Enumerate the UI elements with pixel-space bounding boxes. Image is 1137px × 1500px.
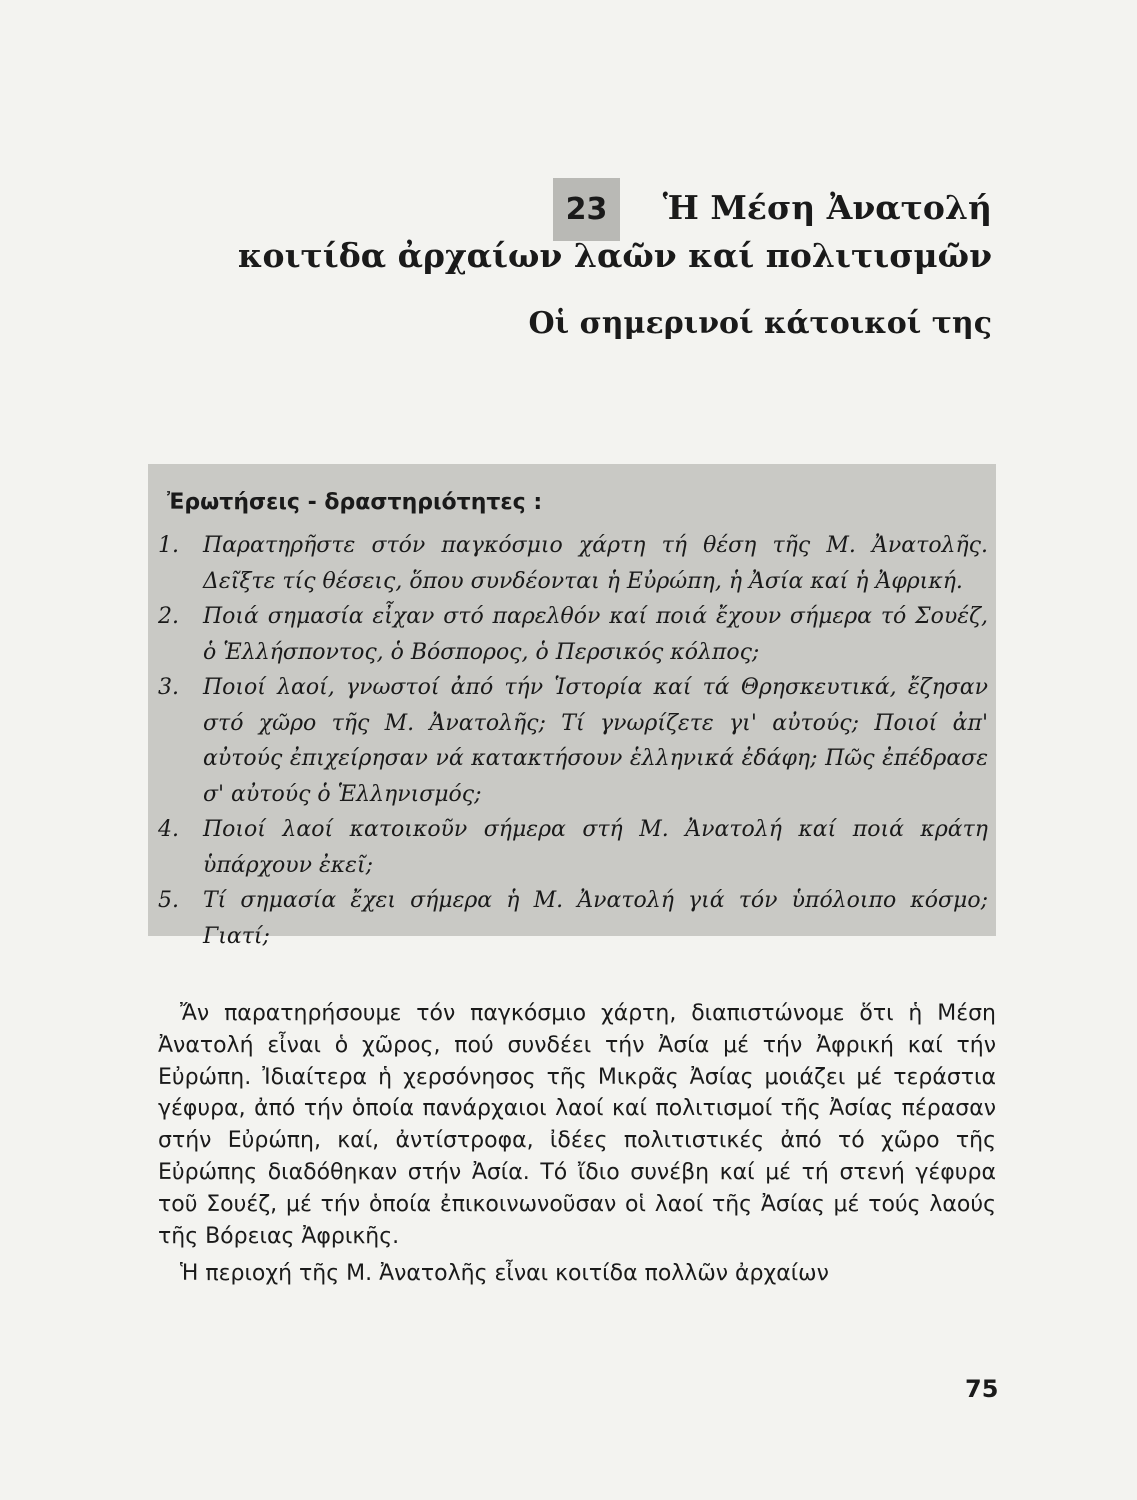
question-number: 1.: [158, 533, 179, 558]
chapter-number-badge: 23: [553, 178, 620, 241]
question-item-5: [158, 883, 988, 954]
questions-heading: Ἐρωτήσεις - δραστηριότητες :: [167, 490, 543, 515]
question-item-4: [158, 812, 988, 883]
question-number: 2.: [158, 604, 179, 629]
question-item-3: [158, 670, 988, 812]
chapter-title-line-2: κοιτίδα ἀρχαίων λαῶν καί πολιτισμῶν: [237, 236, 992, 275]
questions-list: [158, 528, 988, 954]
question-text: Τί σημασία ἔχει σήμερα ἡ Μ. Ἀνατολή γιά τόν ὑπόλοιπο κόσμο; Γιατί;: [203, 888, 988, 949]
question-text: Ποιά σημασία εἶχαν στό παρελθόν καί ποιά ἔχουν σήμερα τό Σουέζ, ὁ Ἑλλήσποντος, ὁ Βόσπορος, ὁ Περσικός κόλπος;: [203, 604, 988, 665]
question-number: 3.: [158, 675, 179, 700]
chapter-title-line-1: Ἡ Μέση Ἀνατολή: [662, 188, 992, 227]
question-item-1: [158, 528, 988, 599]
body-paragraph-1: Ἄν παρατηρήσουμε τόν παγκόσμιο χάρτη, διαπιστώνομε ὅτι ἡ Μέση Ἀνατολή εἶναι ὁ χῶρος, πού συνδέει τήν Ἀσία μέ τήν Ἀφρική καί τήν Εὐρώπη. Ἰδιαίτερα ἡ χερσόνησος τῆς Μικρᾶς Ἀσίας μοιάζει μέ τεράστια γέφυρα, ἀπό τήν ὁποία πανάρχαιοι λαοί καί πολιτισμοί τῆς Ἀσίας πέρασαν στήν Εὐρώπη, καί, ἀντίστροφα, ἰδέες πολιτιστικές ἀπό τό χῶρο τῆς Εὐρώπης διαδόθηκαν στήν Ἀσία. Τό ἴδιο συνέβη καί μέ τή στενή γέφυρα τοῦ Σουέζ, μέ τήν ὁποία ἐπικοινωνοῦσαν οἱ λαοί τῆς Ἀσίας μέ τούς λαούς τῆς Βόρειας Ἀφρικῆς.: [158, 1001, 996, 1249]
question-text: Ποιοί λαοί, γνωστοί ἀπό τήν Ἱστορία καί τά Θρησκευτικά, ἔζησαν στό χῶρο τῆς Μ. Ἀνατολῆς; Τί γνωρίζετε γι' αὐτούς; Ποιοί ἀπ' αὐτούς ἐπιχείρησαν νά κατακτήσουν ἑλληνικά ἐδάφη; Πῶς ἐπέδρασε σ' αὐτούς ὁ Ἑλληνισμός;: [203, 675, 988, 807]
page-number: 75: [965, 1375, 999, 1403]
question-item-2: [158, 599, 988, 670]
question-number: 4.: [158, 817, 179, 842]
question-number: 5.: [158, 888, 179, 913]
body-paragraph-2: Ἡ περιοχή τῆς Μ. Ἀνατολῆς εἶναι κοιτίδα πολλῶν ἀρχαίων: [180, 1261, 829, 1287]
chapter-subtitle: Οἱ σημερινοί κάτοικοί της: [528, 306, 992, 341]
question-text: Ποιοί λαοί κατοικοῦν σήμερα στή Μ. Ἀνατολή καί ποιά κράτη ὑπάρχουν ἐκεῖ;: [203, 817, 988, 878]
question-text: Παρατηρῆστε στόν παγκόσμιο χάρτη τή θέση τῆς Μ. Ἀνατολῆς. Δεῖξτε τίς θέσεις, ὅπου συνδέονται ἡ Εὐρώπη, ἡ Ἀσία καί ἡ Ἀφρική.: [203, 533, 988, 594]
body-text: [158, 998, 996, 1290]
